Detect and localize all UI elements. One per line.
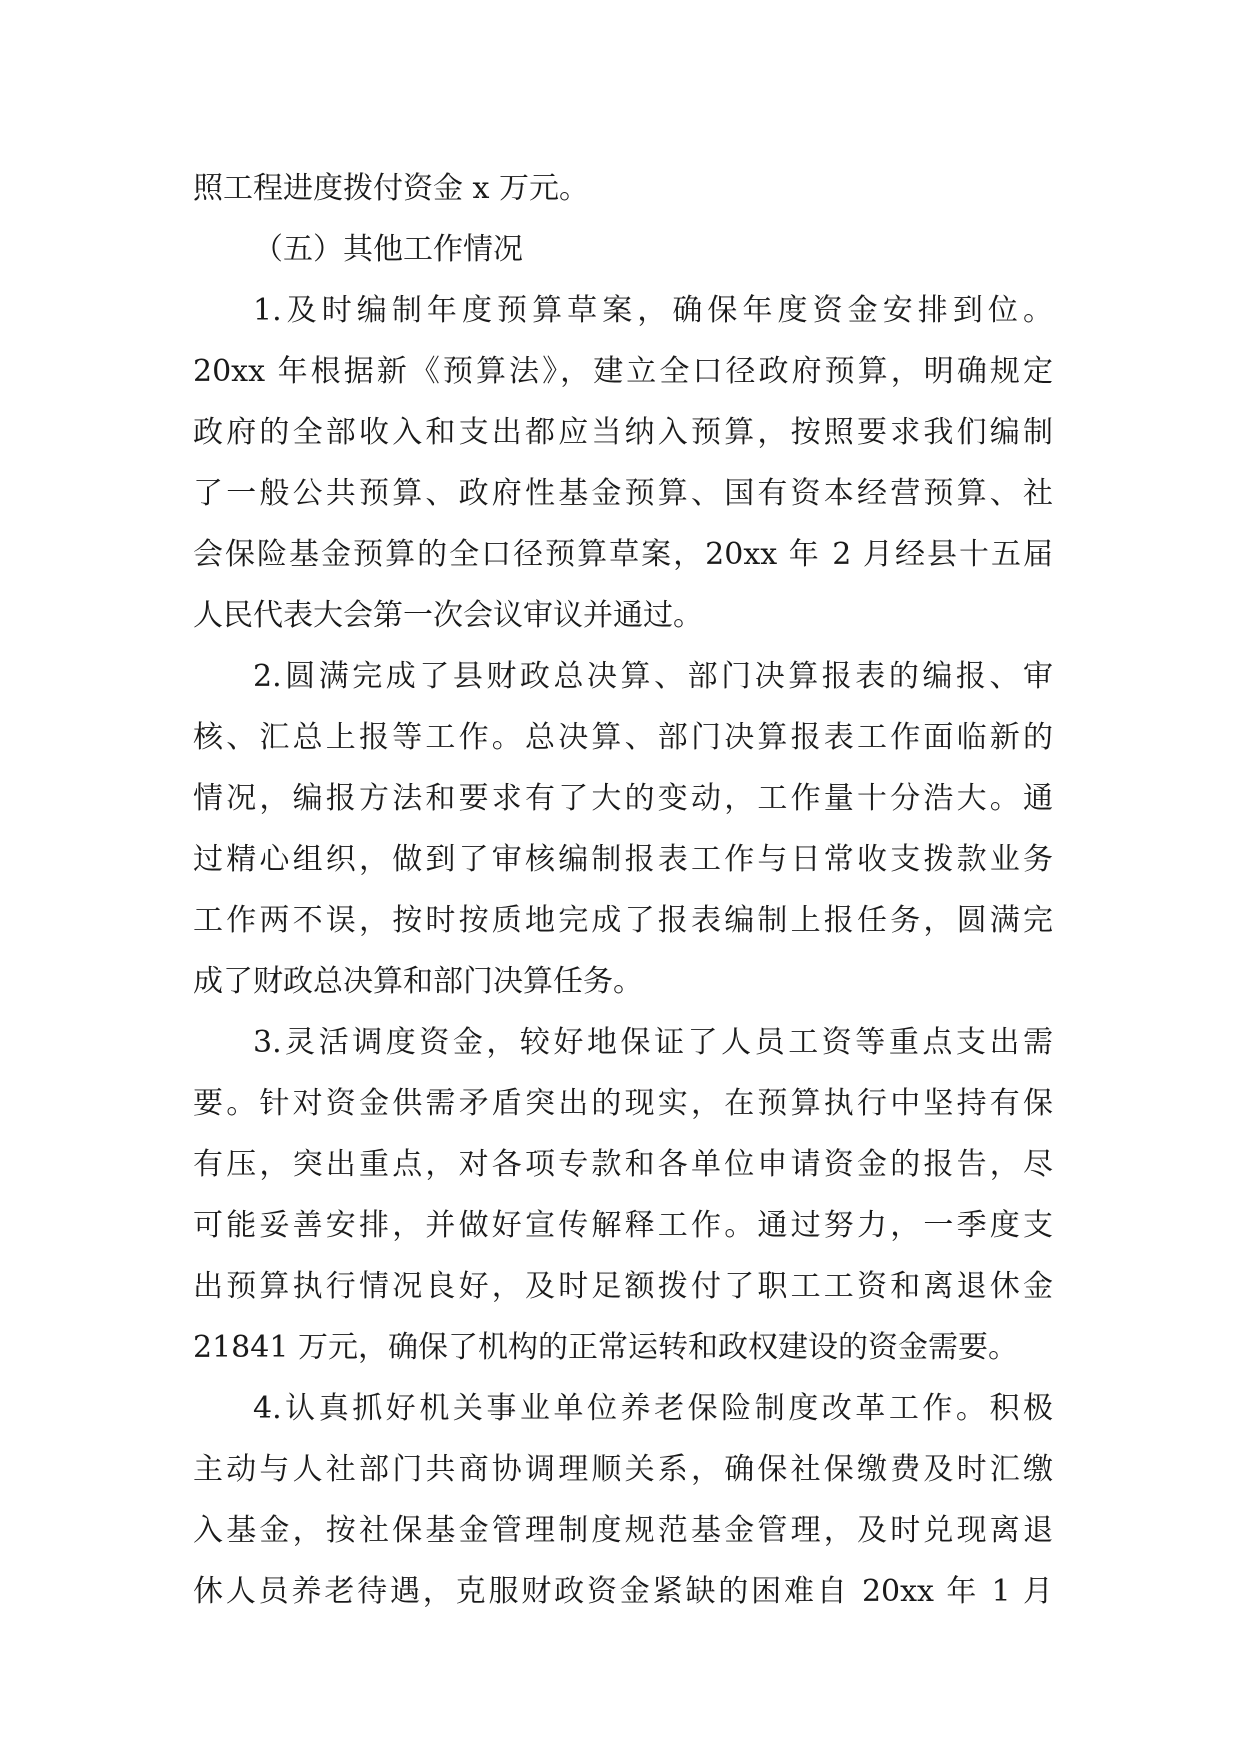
text-line: 照工程进度拨付资金 x 万元。 — [193, 171, 589, 206]
text-line: 出预算执行情况良好，及时足额拨付了职工工资和离退休金 — [193, 1269, 1053, 1304]
text-line: 入基金，按社保基金管理制度规范基金管理，及时兑现离退 — [193, 1513, 1053, 1548]
text-line: 2.圆满完成了县财政总决算、部门决算报表的编报、审 — [253, 659, 1053, 694]
text-line: 有压，突出重点，对各项专款和各单位申请资金的报告，尽 — [193, 1147, 1053, 1182]
text-line: 可能妥善安排，并做好宣传解释工作。通过努力，一季度支 — [193, 1208, 1053, 1243]
section-heading: （五）其他工作情况 — [253, 232, 523, 267]
text-line: 要。针对资金供需矛盾突出的现实，在预算执行中坚持有保 — [193, 1086, 1053, 1121]
text-line: 政府的全部收入和支出都应当纳入预算，按照要求我们编制 — [193, 415, 1053, 450]
text-line: 休人员养老待遇，克服财政资金紧缺的困难自 20xx 年 1 月 — [193, 1574, 1053, 1609]
text-line: 了一般公共预算、政府性基金预算、国有资本经营预算、社 — [193, 476, 1053, 511]
document-body — [193, 158, 1053, 1622]
text-line: 21841 万元，确保了机构的正常运转和政权建设的资金需要。 — [193, 1330, 1018, 1365]
text-line: 情况，编报方法和要求有了大的变动，工作量十分浩大。通 — [193, 781, 1053, 816]
text-line: 4.认真抓好机关事业单位养老保险制度改革工作。积极 — [253, 1391, 1053, 1426]
text-line: 3.灵活调度资金，较好地保证了人员工资等重点支出需 — [253, 1025, 1053, 1060]
text-line: 主动与人社部门共商协调理顺关系，确保社保缴费及时汇缴 — [193, 1452, 1053, 1487]
text-line: 人民代表大会第一次会议审议并通过。 — [193, 598, 703, 633]
text-line: 会保险基金预算的全口径预算草案，20xx 年 2 月经县十五届 — [193, 537, 1053, 572]
text-line: 工作两不误，按时按质地完成了报表编制上报任务，圆满完 — [193, 903, 1053, 938]
text-line: 核、汇总上报等工作。总决算、部门决算报表工作面临新的 — [193, 720, 1053, 755]
text-line: 1.及时编制年度预算草案，确保年度资金安排到位。 — [253, 293, 1053, 328]
text-line: 过精心组织，做到了审核编制报表工作与日常收支拨款业务 — [193, 842, 1053, 877]
text-line: 成了财政总决算和部门决算任务。 — [193, 964, 643, 999]
text-line: 20xx 年根据新《预算法》，建立全口径政府预算，明确规定 — [193, 354, 1053, 389]
